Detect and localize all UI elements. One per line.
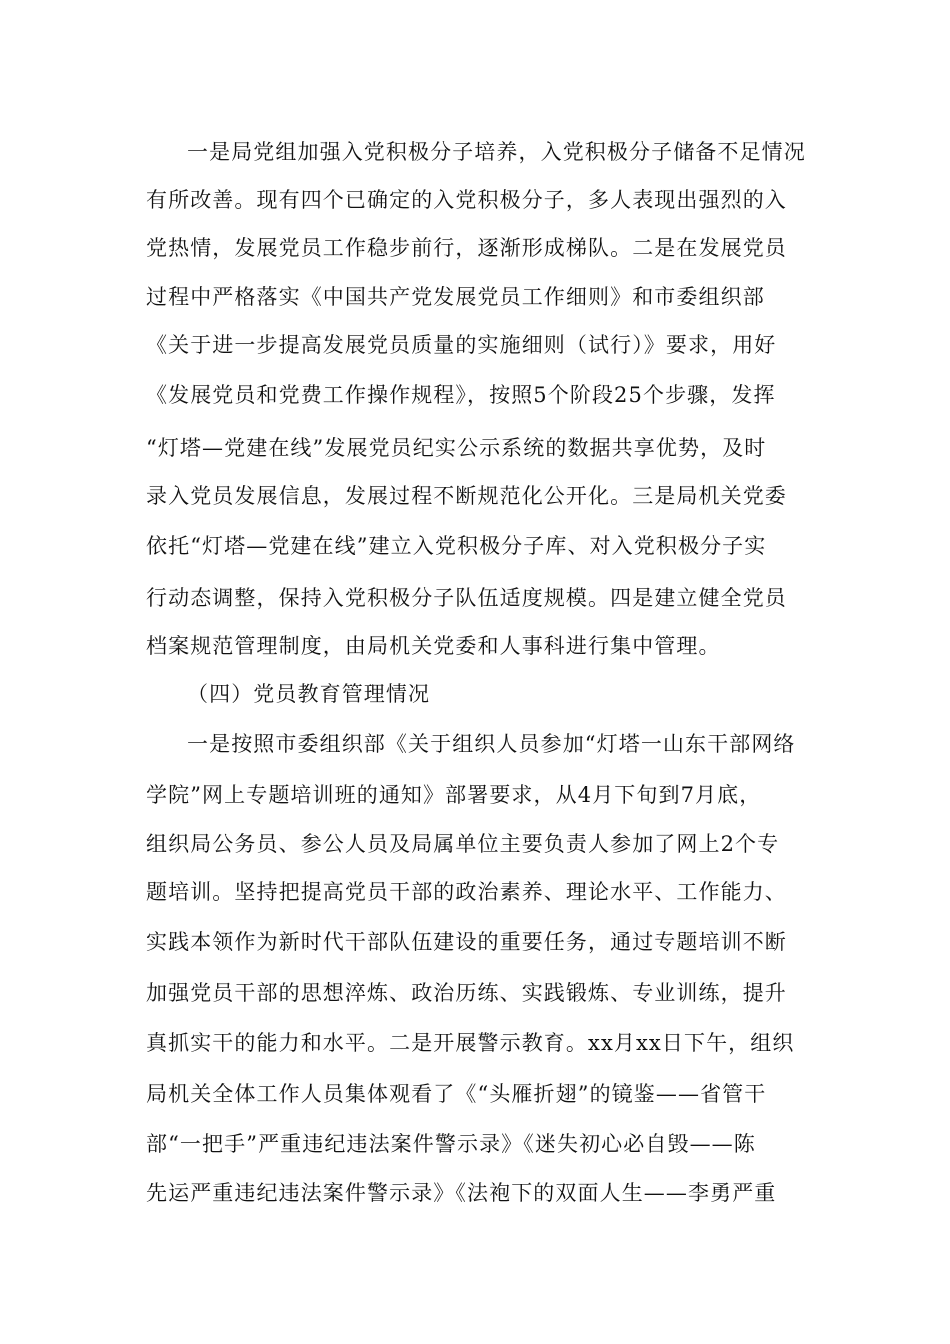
paragraph-line: “灯塔—党建在线”发展党员纪实公示系统的数据共享优势，及时	[146, 436, 767, 460]
paragraph-line: 《发展党员和党费工作操作规程》，按照5个阶段25个步骤，发挥	[146, 383, 776, 407]
paragraph-line: 行动态调整，保持入党积极分子队伍适度规模。四是建立健全党员	[146, 586, 787, 610]
paragraph-line: 真抓实干的能力和水平。二是开展警示教育。xx月xx日下午，组织	[146, 1031, 795, 1055]
paragraph-line: 学院”网上专题培训班的通知》部署要求，从4月下旬到7月底，	[146, 783, 762, 807]
paragraph-line: 有所改善。现有四个已确定的入党积极分子，多人表现出强烈的入	[146, 188, 787, 212]
section-heading: （四）党员教育管理情况	[187, 682, 431, 706]
paragraph-line: 组织局公务员、参公人员及局属单位主要负责人参加了网上2个专	[146, 832, 780, 856]
paragraph-line: 加强党员干部的思想淬炼、政治历练、实践锻炼、专业训练，提升	[146, 981, 787, 1005]
paragraph-line: 部“一把手”严重违纪违法案件警示录》《迷失初心必自毁——陈	[146, 1132, 756, 1156]
paragraph-line: 依托“灯塔—党建在线”建立入党积极分子库、对入党积极分子实	[146, 534, 767, 558]
paragraph-line: 先运严重违纪违法案件警示录》《法袍下的双面人生——李勇严重	[146, 1181, 777, 1205]
paragraph-line: 局机关全体工作人员集体观看了《“头雁折翅”的镜鉴——省管干	[146, 1082, 767, 1106]
paragraph-line: 题培训。坚持把提高党员干部的政治素养、理论水平、工作能力、	[146, 880, 787, 904]
paragraph-line: 过程中严格落实《中国共产党发展党员工作细则》和市委组织部	[146, 285, 765, 309]
paragraph-line: 一是局党组加强入党积极分子培养，入党积极分子储备不足情况	[187, 140, 806, 164]
paragraph-line: 一是按照市委组织部《关于组织人员参加“灯塔一山东干部网络	[187, 732, 796, 756]
paragraph-line: 党热情，发展党员工作稳步前行，逐渐形成梯队。二是在发展党员	[146, 236, 787, 260]
paragraph-line: 《关于进一步提高发展党员质量的实施细则（试行）》要求，用好	[146, 333, 777, 357]
paragraph-line: 实践本领作为新时代干部队伍建设的重要任务，通过专题培训不断	[146, 930, 787, 954]
paragraph-line: 录入党员发展信息，发展过程不断规范化公开化。三是局机关党委	[146, 484, 787, 508]
paragraph-line: 档案规范管理制度，由局机关党委和人事科进行集中管理。	[146, 634, 721, 658]
